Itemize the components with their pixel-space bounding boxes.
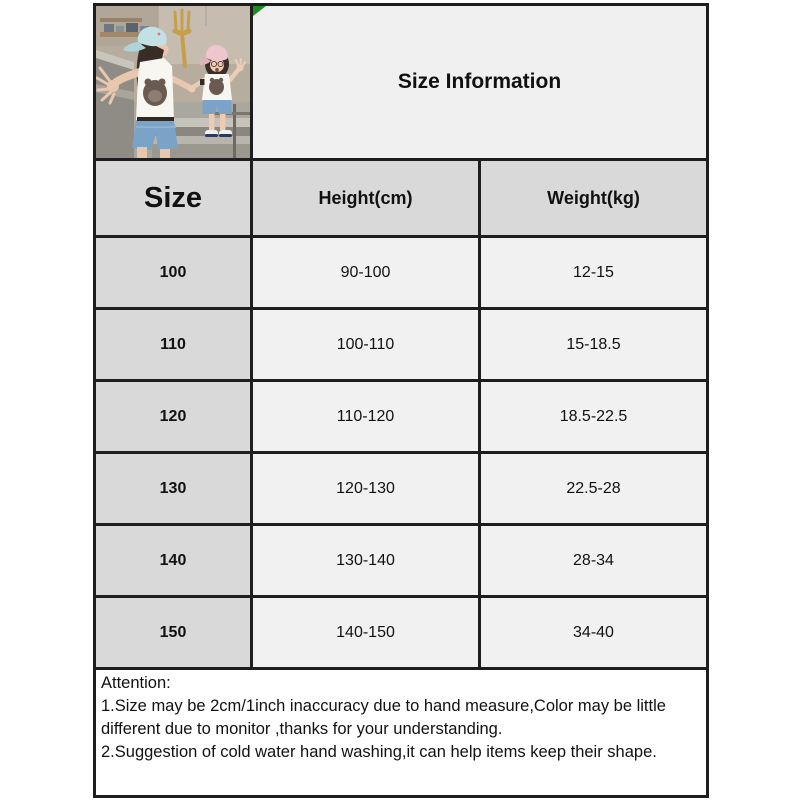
height-cell-150: 140-150 <box>253 598 478 667</box>
weight-cell-150: 34-40 <box>481 598 706 667</box>
product-photo <box>96 6 250 158</box>
size-information-table <box>93 3 709 798</box>
weight-cell-110: 15-18.5 <box>481 310 706 379</box>
attention-note <box>96 670 706 795</box>
size-label-110: 110 <box>96 310 250 379</box>
height-cell-110: 100-110 <box>253 310 478 379</box>
column-header-height: Height(cm) <box>253 161 478 235</box>
product-photo-cell <box>96 6 250 158</box>
weight-cell-130: 22.5-28 <box>481 454 706 523</box>
attention-line-2: 2.Suggestion of cold water hand washing,it can help items keep their shape. <box>101 743 657 761</box>
size-label-100: 100 <box>96 238 250 307</box>
weight-cell-100: 12-15 <box>481 238 706 307</box>
height-cell-140: 130-140 <box>253 526 478 595</box>
column-header-size: Size <box>96 161 250 235</box>
height-cell-100: 90-100 <box>253 238 478 307</box>
size-label-140: 140 <box>96 526 250 595</box>
height-cell-130: 120-130 <box>253 454 478 523</box>
height-cell-120: 110-120 <box>253 382 478 451</box>
attention-heading: Attention: <box>101 674 171 692</box>
attention-line-1: 1.Size may be 2cm/1inch inaccuracy due to hand measure,Color may be little different due to monitor ,thanks for your understanding. <box>101 697 666 738</box>
size-label-130: 130 <box>96 454 250 523</box>
title-cell <box>253 6 706 158</box>
size-label-150: 150 <box>96 598 250 667</box>
cell-comment-marker-icon <box>253 6 266 16</box>
weight-cell-120: 18.5-22.5 <box>481 382 706 451</box>
weight-cell-140: 28-34 <box>481 526 706 595</box>
page-title: Size Information <box>397 70 562 93</box>
size-label-120: 120 <box>96 382 250 451</box>
column-header-weight: Weight(kg) <box>481 161 706 235</box>
